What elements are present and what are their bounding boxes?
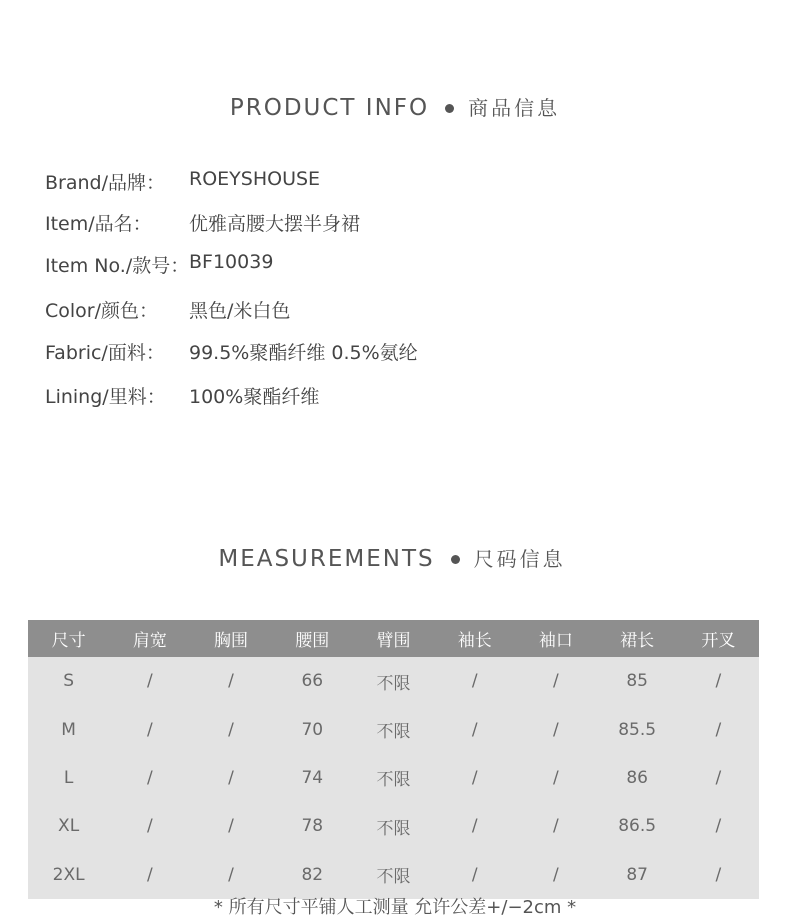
header-size: 尺寸 bbox=[28, 620, 109, 657]
table-cell: M bbox=[28, 705, 109, 753]
table-cell: / bbox=[515, 657, 596, 705]
table-cell: 不限 bbox=[353, 802, 434, 850]
table-cell: / bbox=[109, 802, 190, 850]
table-cell: / bbox=[190, 754, 271, 802]
table-cell: / bbox=[109, 705, 190, 753]
table-cell: / bbox=[190, 657, 271, 705]
header-arm: 臂围 bbox=[353, 620, 434, 657]
table-row bbox=[28, 754, 759, 802]
table-cell: / bbox=[678, 754, 759, 802]
table-cell: S bbox=[28, 657, 109, 705]
table-cell: / bbox=[434, 802, 515, 850]
info-value: 99.5%聚酯纤维 0.5%氨纶 bbox=[189, 342, 418, 364]
info-value: 100%聚酯纤维 bbox=[189, 386, 320, 408]
table-cell: / bbox=[678, 851, 759, 899]
table-cell: 70 bbox=[272, 705, 353, 753]
header-sleeve-length: 袖长 bbox=[434, 620, 515, 657]
size-table-header-row bbox=[28, 620, 759, 657]
header-cuff: 袖口 bbox=[515, 620, 596, 657]
table-cell: / bbox=[434, 657, 515, 705]
table-cell: 不限 bbox=[353, 851, 434, 899]
table-cell: 86 bbox=[597, 754, 678, 802]
info-key: Item/品名： bbox=[45, 213, 152, 235]
table-cell: / bbox=[515, 802, 596, 850]
table-cell: 78 bbox=[272, 802, 353, 850]
table-cell: 74 bbox=[272, 754, 353, 802]
info-key: Color/颜色： bbox=[45, 300, 159, 322]
table-cell: / bbox=[434, 705, 515, 753]
table-cell: / bbox=[109, 851, 190, 899]
table-cell: 87 bbox=[597, 851, 678, 899]
table-cell: 不限 bbox=[353, 754, 434, 802]
size-table bbox=[28, 620, 759, 899]
table-cell: 86.5 bbox=[597, 802, 678, 850]
table-row bbox=[28, 802, 759, 850]
table-cell: 66 bbox=[272, 657, 353, 705]
header-shoulder: 肩宽 bbox=[109, 620, 190, 657]
table-cell: / bbox=[678, 705, 759, 753]
table-cell: 85 bbox=[597, 657, 678, 705]
table-cell: / bbox=[678, 657, 759, 705]
measurement-footnote: * 所有尺寸平铺人工测量 允许公差+/−2cm * bbox=[213, 897, 577, 918]
info-key: Fabric/面料： bbox=[45, 342, 165, 364]
info-value: 优雅高腰大摆半身裙 bbox=[189, 213, 361, 235]
measurements-title-cn: 尺码信息 bbox=[473, 547, 566, 571]
table-row bbox=[28, 705, 759, 753]
measurements-title bbox=[0, 543, 787, 572]
table-cell: / bbox=[678, 802, 759, 850]
bullet-dot-icon bbox=[451, 555, 460, 564]
table-cell: / bbox=[190, 851, 271, 899]
info-value: ROEYSHOUSE bbox=[189, 168, 321, 190]
info-value: BF10039 bbox=[189, 251, 274, 273]
table-cell: / bbox=[190, 802, 271, 850]
table-cell: / bbox=[109, 657, 190, 705]
table-cell: / bbox=[190, 705, 271, 753]
table-cell: 82 bbox=[272, 851, 353, 899]
table-cell: / bbox=[434, 851, 515, 899]
header-slit: 开叉 bbox=[678, 620, 759, 657]
table-cell: XL bbox=[28, 802, 109, 850]
info-value: 黑色/米白色 bbox=[189, 300, 291, 322]
info-key: Item No./款号： bbox=[45, 255, 190, 277]
table-cell: 2XL bbox=[28, 851, 109, 899]
table-cell: / bbox=[515, 705, 596, 753]
table-cell: 不限 bbox=[353, 705, 434, 753]
table-cell: L bbox=[28, 754, 109, 802]
bullet-dot-icon bbox=[445, 104, 454, 113]
info-key: Lining/里料： bbox=[45, 386, 166, 408]
header-skirt-length: 裙长 bbox=[597, 620, 678, 657]
header-waist: 腰围 bbox=[272, 620, 353, 657]
measurements-title-en: MEASUREMENTS bbox=[218, 546, 435, 572]
product-info-title-en: PRODUCT INFO bbox=[229, 95, 430, 121]
table-cell: / bbox=[434, 754, 515, 802]
table-row bbox=[28, 657, 759, 705]
header-bust: 胸围 bbox=[190, 620, 271, 657]
table-row bbox=[28, 851, 759, 899]
table-cell: 不限 bbox=[353, 657, 434, 705]
table-cell: / bbox=[109, 754, 190, 802]
product-info-title-cn: 商品信息 bbox=[468, 96, 561, 120]
table-cell: 85.5 bbox=[597, 705, 678, 753]
product-info-title bbox=[0, 92, 790, 121]
table-cell: / bbox=[515, 851, 596, 899]
table-cell: / bbox=[515, 754, 596, 802]
info-key: Brand/品牌： bbox=[45, 172, 165, 194]
